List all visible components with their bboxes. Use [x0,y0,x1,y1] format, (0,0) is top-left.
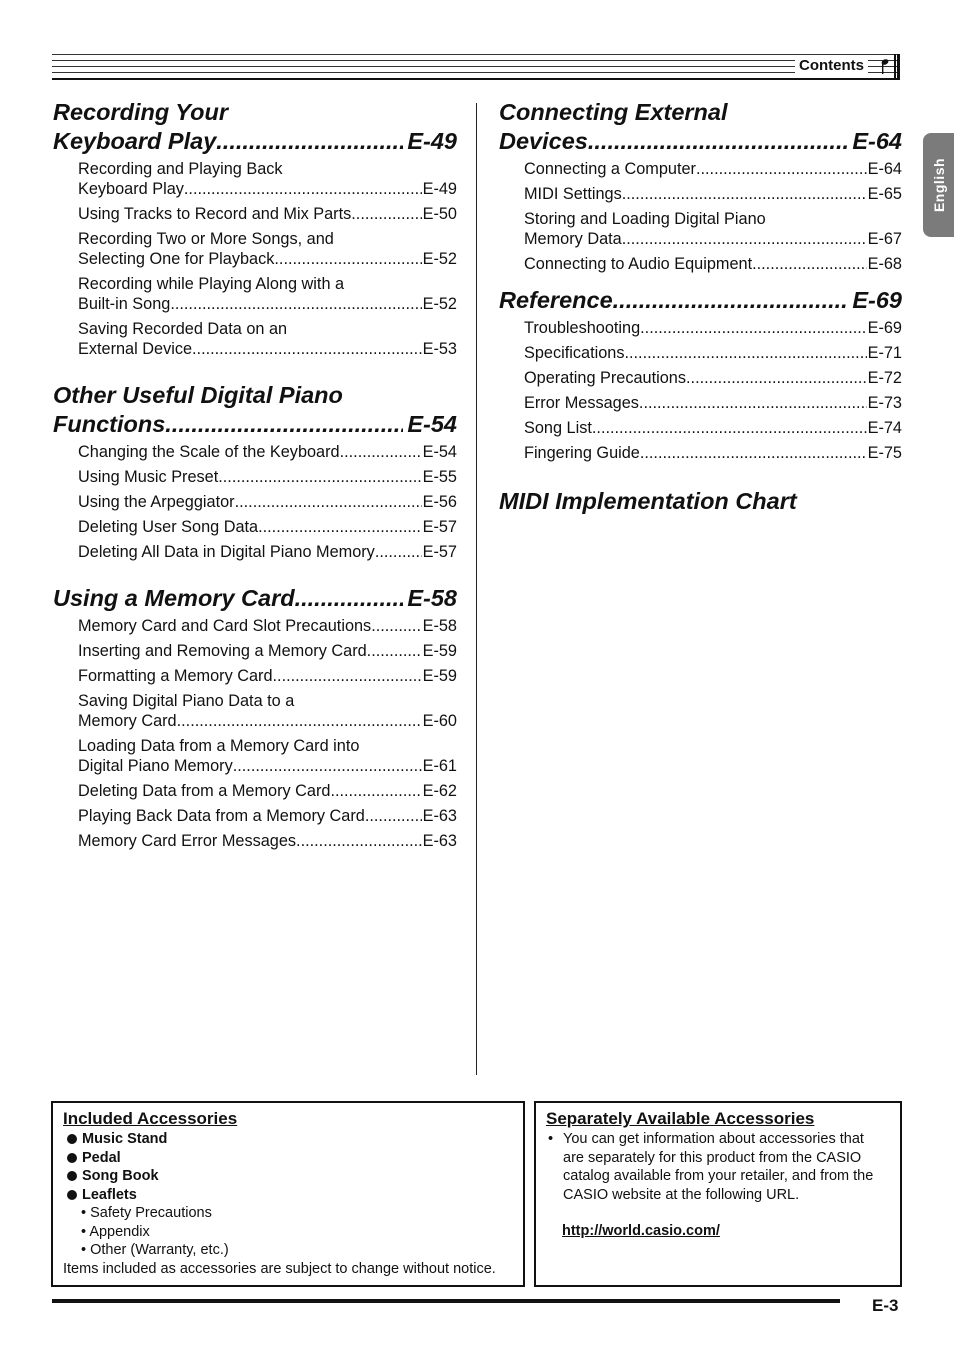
bullet-icon: • [81,1223,90,1240]
toc-entry-leader [752,254,866,274]
toc-entry[interactable] [78,666,457,686]
toc-entry-line: Saving Recorded Data on an [78,320,288,338]
section-page-ref: E-49 [407,128,457,154]
leaflet-item-text: Other (Warranty, etc.) [90,1242,229,1258]
toc-entry-row [524,368,902,388]
section-title-text: MIDI Implementation Chart [499,488,797,514]
toc-entry-text: Digital Piano Memory [78,757,233,775]
toc-entry-leader [296,831,422,851]
toc-entry-row [524,343,902,363]
footer-rule [52,1299,840,1303]
toc-entry-leader [592,418,867,438]
toc-entry-leader [686,368,867,388]
toc-entry-page: E-58 [422,617,457,635]
toc-entry[interactable] [78,274,457,314]
toc-entry-text: Song List [524,419,592,437]
toc-entry-text: Connecting to Audio Equipment [524,255,753,273]
toc-entry-page: E-57 [422,518,457,536]
toc-entry[interactable] [524,184,902,204]
leaflet-item-text: Appendix [89,1223,150,1240]
toc-entry[interactable] [78,204,457,224]
toc-entry-text: Deleting All Data in Digital Piano Memory [78,543,375,561]
toc-entry[interactable] [524,443,902,463]
separately-available-title: Separately Available Accessories [546,1109,815,1128]
section-entries [499,318,902,463]
toc-entry-row [524,184,902,204]
toc-entry-row [78,442,457,462]
toc-entry[interactable] [524,393,902,413]
toc-entry-line: Recording while Playing Along with a [78,275,345,293]
accessory-item [63,1186,513,1205]
toc-section [499,98,902,274]
toc-entry-leader [273,666,422,686]
section-title-row [53,127,457,156]
toc-entry-page: E-59 [422,642,457,660]
accessory-item-text: Song Book [82,1168,159,1184]
toc-entry-leader [624,343,866,363]
section-title-row [499,487,902,516]
toc-entry[interactable] [78,319,457,359]
toc-entry-text: MIDI Settings [524,185,622,203]
section-title[interactable] [499,487,902,516]
toc-entry[interactable] [78,159,457,199]
header-staff [52,54,900,80]
separately-available-text: are separately for this product from the CASIO [563,1149,862,1166]
toc-section [499,286,902,463]
section-title[interactable] [499,286,902,315]
toc-entry-text: Using Music Preset [78,468,219,486]
toc-entry[interactable] [78,641,457,661]
toc-entry-page: E-74 [867,419,902,437]
language-tab-label: English [930,157,947,213]
toc-entry-row [78,831,457,851]
bullet-icon [546,1149,563,1168]
section-title-row [499,286,902,315]
toc-entry[interactable] [78,492,457,512]
toc-entry-row [78,616,457,636]
toc-entry-leader [340,442,422,462]
casio-url-link[interactable]: http://world.casio.com/ [562,1222,720,1239]
toc-entry-leader [640,443,867,463]
separately-available-text: CASIO website at the following URL. [563,1187,800,1204]
toc-entry-page: E-50 [422,205,457,223]
toc-entry-text: Inserting and Removing a Memory Card [78,642,367,660]
toc-entry-row [78,641,457,661]
toc-entry-row [524,229,902,249]
section-title-text: Keyboard Play [53,128,217,154]
toc-entry-row [78,339,457,359]
toc-entry-text: Memory Card Error Messages [78,832,297,850]
toc-entry[interactable] [78,831,457,851]
toc-entry-line: Storing and Loading Digital Piano [524,210,766,228]
toc-entry[interactable] [78,806,457,826]
toc-entry-leader [177,711,422,731]
accessory-item [63,1167,513,1186]
section-entries [499,159,902,274]
toc-entry[interactable] [524,368,902,388]
section-page-ref: E-69 [852,287,902,313]
section-title[interactable] [53,98,457,156]
bullet-dot-icon [67,1153,77,1163]
music-note-icon [881,58,889,74]
toc-entry-leader [192,339,422,359]
toc-entry-text: Memory Card and Card Slot Precautions [78,617,372,635]
included-accessories-title: Included Accessories [63,1109,238,1128]
section-title-line: Other Useful Digital Piano [53,382,343,408]
toc-entry-row [524,443,902,463]
toc-entry-leader [235,492,422,512]
toc-entry-leader [367,641,422,661]
toc-entry-row [78,249,457,269]
toc-entry-row [78,542,457,562]
toc-entry-row [524,254,902,274]
toc-entry-page: E-52 [422,295,457,313]
toc-entry-row [524,418,902,438]
toc-entry-row [78,294,457,314]
section-title-text: Using a Memory Card [53,585,295,611]
toc-entry[interactable] [78,691,457,731]
toc-entry-row [78,517,457,537]
toc-entry-page: E-56 [422,493,457,511]
toc-entry-row [78,756,457,776]
toc-entry[interactable] [524,159,902,179]
header-title: Contents [795,57,868,74]
section-title-row [53,410,457,439]
section-entries [53,442,457,562]
toc-entry-text: Error Messages [524,394,639,412]
toc-entry-text: Formatting a Memory Card [78,667,273,685]
bullet-icon [546,1167,563,1186]
toc-entry[interactable] [78,736,457,776]
toc-entry-text: Using Tracks to Record and Mix Parts [78,205,352,223]
toc-entry-leader [640,318,866,338]
section-title[interactable] [53,381,457,439]
accessory-item-text: Pedal [82,1149,121,1166]
section-title[interactable] [53,584,457,613]
toc-entry-leader [233,756,422,776]
toc-entry-page: E-65 [867,185,902,203]
toc-entry-row [78,204,457,224]
toc-entry-row [78,781,457,801]
toc-entry-row [78,492,457,512]
accessory-item [63,1149,513,1168]
section-title-leader [216,127,403,156]
toc-entry-page: E-55 [422,468,457,486]
section-title-text: Devices [499,128,588,154]
section-title[interactable] [499,98,902,156]
toc-entry-leader [639,393,867,413]
toc-entry-line: Saving Digital Piano Data to a [78,692,295,710]
toc-entry[interactable] [78,467,457,487]
toc-entry-page: E-71 [867,344,902,362]
accessories-note: Items included as accessories are subject to change without notice. [63,1260,496,1277]
toc-section [53,381,457,562]
toc-entry-leader [696,159,867,179]
section-title-text: Functions [53,411,166,437]
toc-entry-page: E-73 [867,394,902,412]
toc-entry[interactable] [524,209,902,249]
toc-entry-page: E-49 [422,180,457,198]
toc-entry-leader [375,542,422,562]
toc-entry-text: Keyboard Play [78,180,184,198]
toc-entry-page: E-69 [867,319,902,337]
leaflet-item [63,1241,513,1260]
toc-entry-text: Fingering Guide [524,444,640,462]
section-entries [53,616,457,851]
toc-entry-page: E-53 [422,340,457,358]
toc-entry-leader [170,294,421,314]
toc-section [53,98,457,359]
toc-entry-line: Recording and Playing Back [78,160,283,178]
section-title-line: Recording Your [53,99,228,125]
separately-available-box [534,1101,902,1287]
accessory-item [63,1130,513,1149]
toc-section [499,487,902,516]
toc-entry-page: E-62 [422,782,457,800]
toc-entry-page: E-54 [422,443,457,461]
section-title-leader [165,410,403,439]
toc-entry-page: E-72 [867,369,902,387]
bullet-dot-icon [67,1171,77,1181]
toc-entry-row [524,159,902,179]
toc-entry-page: E-64 [867,160,902,178]
toc-entry[interactable] [78,542,457,562]
toc-entry-page: E-61 [422,757,457,775]
section-title-leader [295,584,404,613]
included-accessories-box [51,1101,525,1287]
toc-entry-page: E-63 [422,832,457,850]
toc-entry-page: E-52 [422,250,457,268]
toc-entry-line: Loading Data from a Memory Card into [78,737,360,755]
bullet-dot-icon [67,1134,77,1144]
toc-entry-text: Specifications [524,344,625,362]
toc-entry-row [524,393,902,413]
toc-entry-row [524,318,902,338]
toc-entry-line: Recording Two or More Songs, and [78,230,334,248]
bullet-icon [546,1186,563,1205]
section-page-ref: E-54 [407,411,457,437]
toc-entry-leader [258,517,421,537]
toc-entry-page: E-59 [422,667,457,685]
toc-entry-row [78,467,457,487]
toc-entry-page: E-67 [867,230,902,248]
toc-entry[interactable] [524,254,902,274]
toc-section [53,584,457,851]
toc-entry-leader [274,249,421,269]
leaflet-item-text: Safety Precautions [90,1205,212,1221]
section-page-ref: E-64 [852,128,902,154]
page-number: E-3 [872,1296,899,1315]
toc-entry-text: Built-in Song [78,295,171,313]
toc-entry-text: Deleting Data from a Memory Card [78,782,331,800]
bullet-icon: • [81,1242,91,1258]
accessory-item-text: Leaflets [82,1186,137,1203]
toc-entry[interactable] [78,229,457,269]
leaflet-item [63,1204,513,1223]
column-divider [476,103,477,1075]
toc-entry-page: E-57 [422,543,457,561]
toc-entry-page: E-60 [422,712,457,730]
accessory-item-text: Music Stand [82,1131,168,1147]
bullet-dot-icon [67,1190,77,1200]
toc-entry[interactable] [524,343,902,363]
left-column [53,98,457,856]
separately-available-text: catalog available from your retailer, and from the [563,1168,874,1185]
toc-entry[interactable] [78,442,457,462]
toc-entry-text: Playing Back Data from a Memory Card [78,807,365,825]
toc-entry-text: Memory Data [524,230,622,248]
toc-entry-text: Troubleshooting [524,319,641,337]
toc-entry[interactable] [78,517,457,537]
section-page-ref: E-58 [407,585,457,611]
section-title-leader [588,127,849,156]
toc-entry[interactable] [524,318,902,338]
toc-entry-row [78,806,457,826]
leaflet-item [63,1223,513,1242]
toc-entry-text: Selecting One for Playback [78,250,275,268]
toc-entry-leader [351,204,421,224]
toc-entry-text: Memory Card [78,712,177,730]
toc-entry-text: Changing the Scale of the Keyboard [78,443,340,461]
separately-available-line [546,1167,890,1186]
toc-entry-leader [622,184,867,204]
toc-entry[interactable] [524,418,902,438]
toc-entry[interactable] [78,781,457,801]
separately-available-line [546,1149,890,1168]
toc-entry-text: External Device [78,340,193,358]
toc-entry-text: Deleting User Song Data [78,518,259,536]
toc-entry-leader [330,781,421,801]
toc-entry-page: E-63 [422,807,457,825]
bullet-icon: • [548,1131,554,1147]
toc-entry-page: E-75 [867,444,902,462]
toc-entry-leader [622,229,867,249]
toc-entry-row [78,711,457,731]
toc-entry-row [78,666,457,686]
toc-entry-leader [218,467,421,487]
separately-available-line [546,1130,890,1149]
right-column [499,98,902,516]
bullet-icon: • [81,1205,91,1221]
language-tab [923,133,954,237]
toc-entry-text: Connecting a Computer [524,160,696,178]
section-entries [53,159,457,359]
separately-available-line [546,1186,890,1205]
section-title-leader [613,286,849,315]
section-title-row [53,584,457,613]
toc-entry-page: E-68 [867,255,902,273]
toc-entry-text: Using the Arpeggiator [78,493,235,511]
toc-entry-leader [371,616,421,636]
toc-entry-row [78,179,457,199]
separately-available-text: You can get information about accessories that [563,1131,864,1147]
section-title-line: Connecting External [499,99,728,125]
toc-entry-leader [365,806,422,826]
toc-entry-leader [184,179,422,199]
toc-entry-text: Operating Precautions [524,369,687,387]
section-title-text: Reference [499,287,613,313]
toc-entry[interactable] [78,616,457,636]
section-title-row [499,127,902,156]
